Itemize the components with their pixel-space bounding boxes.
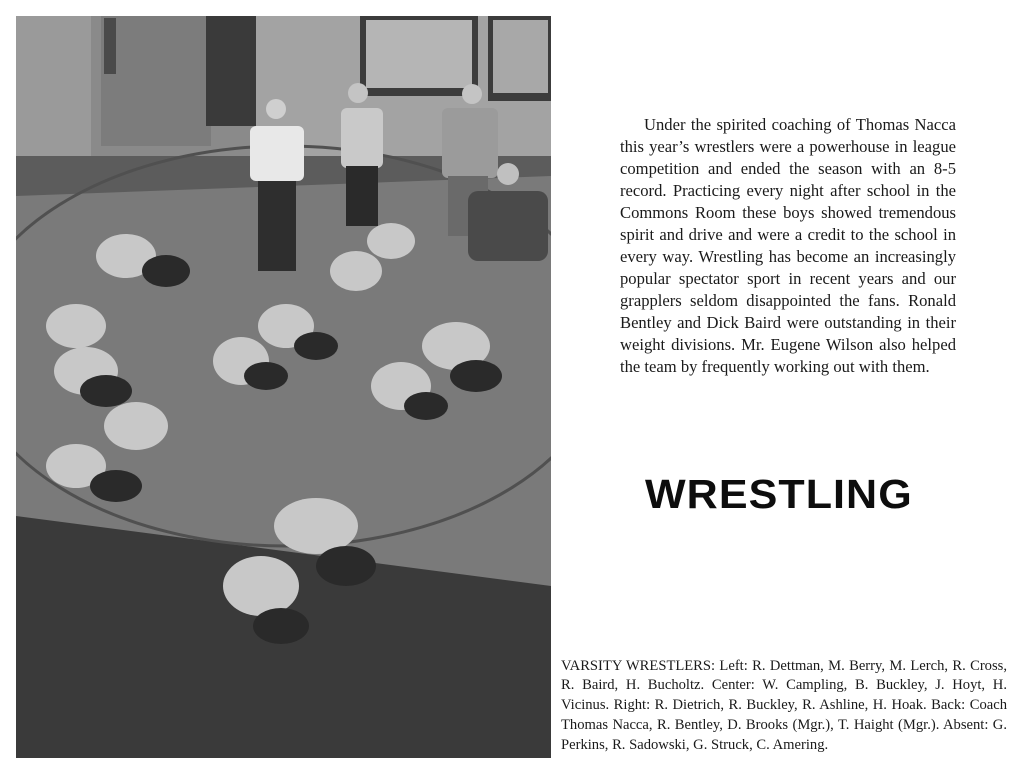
photo-caption: VARSITY WRESTLERS: Left: R. Dettman, M. Berry, M. Lerch, R. Cross, R. Baird, H. Bucholtz. Center: W. Campling, B. Buckley, J. Hoyt, H. Vicinus. Right: R. Dietrich, R. Buckley, R. Ashline, H. Hoak. Back: Coach Thomas Nacca, R. Bentley, D. Brooks (Mgr.), T. Haight (Mgr.). Absent: G. Perkins, R. Sadowski, G. Struck, C. Amering. xyxy=(561,657,1007,753)
page-title: WRESTLING xyxy=(645,471,913,517)
team-photo-illustration xyxy=(16,16,551,758)
team-photo xyxy=(16,16,551,758)
article-body-paragraph: Under the spirited coaching of Thomas Nacca this year’s wrestlers were a powerhouse in league competition and ended the season with an 8-5 record. Practicing every night after school in the Commons Room these boys showed tremendous spirit and drive and were a credit to the school in every way. Wrestling has become an increasingly popular spectator sport in recent years and our grapplers seldom disappointed the fans. Ronald Bentley and Dick Baird were outstanding in their weight divisions. Mr. Eugene Wilson also helped the team by frequently working out with them. xyxy=(620,114,956,376)
